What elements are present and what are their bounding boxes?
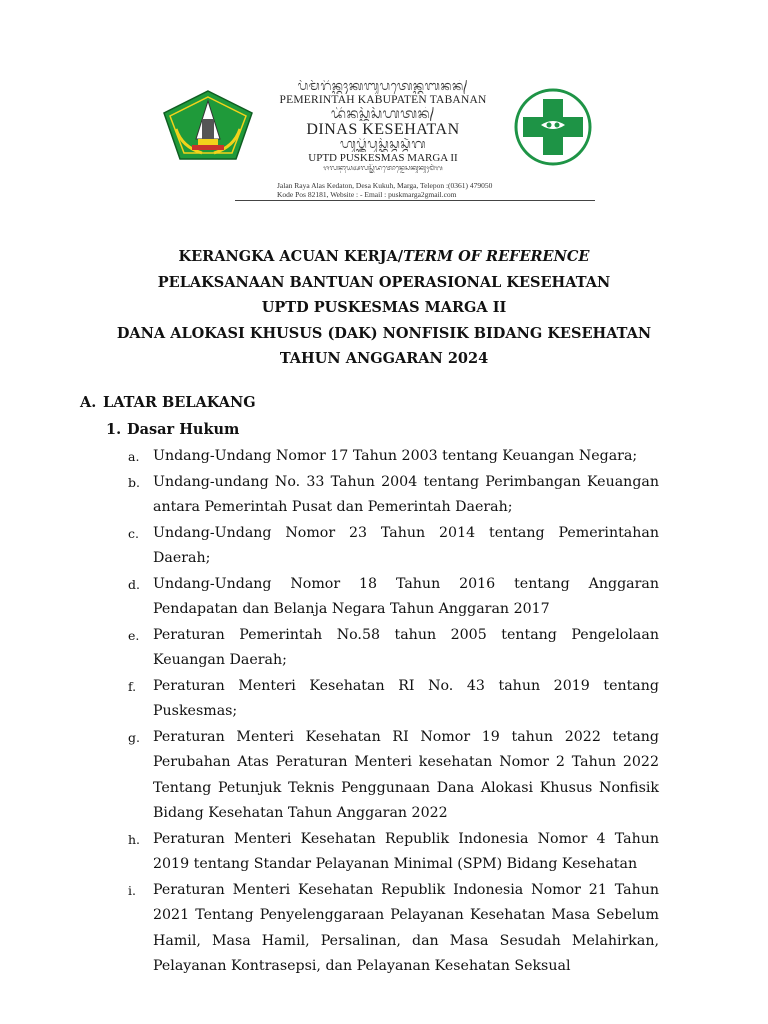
list-item (128, 674, 659, 725)
letterhead-divider (235, 200, 595, 201)
balinese-script-line-2: ᬤᬶᬦᬲ᭄ᬓᭂᬲᭂᬳᬢᬦ᭄ (331, 107, 435, 121)
health-cross-logo-icon (511, 87, 595, 167)
list-item (128, 878, 659, 980)
title-english: TERM OF REFERENCE (403, 248, 590, 265)
list-text: Peraturan Menteri Kesehatan RI No. 43 tahun 2019 tentang Puskesmas; (153, 677, 659, 719)
list-item (128, 623, 659, 674)
subsection-label: Dasar Hukum (127, 421, 240, 438)
list-text: Undang-Undang Nomor 18 Tahun 2016 tentang Anggaran Pendapatan dan Belanja Negara Tahun Anggaran 2017 (153, 575, 659, 617)
letterhead-text (259, 75, 507, 173)
list-item (128, 470, 659, 521)
list-marker: c. (128, 525, 139, 541)
address-line: Jalan Raya Alas Kedaton, Desa Kukuh, Marga, Telepon :(0361) 479050 (277, 181, 493, 190)
title-line-2: PELAKSANAAN BANTUAN OPERASIONAL KESEHATAN (157, 273, 611, 291)
list-item (128, 444, 659, 470)
title-line-1 (0, 246, 768, 272)
title-line-3: UPTD PUSKESMAS MARGA II (261, 299, 507, 316)
list-item (128, 725, 659, 827)
list-text: Peraturan Pemerintah No.58 tahun 2005 tentang Pengelolaan Keuangan Daerah; (153, 626, 659, 668)
list-text: Undang-Undang Nomor 17 Tahun 2003 tentang Keuangan Negara; (153, 448, 638, 464)
title-line-5: TAHUN ANGGARAN 2024 (279, 350, 489, 367)
list-marker: a. (128, 449, 140, 464)
list-marker: e. (128, 627, 140, 643)
section-marker: A. (80, 394, 97, 411)
section-label: LATAR BELAKANG (103, 394, 256, 411)
balinese-script-line-3: ᬳᬸᬧ᭄ᬢ᭄ᬤᬶᬧᬸᬲ᭄ᬓᭂᬲ᭄ᬫᬲ᭄ᬫᬃᬕ (339, 138, 427, 152)
agency-name: DINAS KESEHATAN (306, 121, 460, 138)
list-item (128, 572, 659, 623)
subsection-heading-1 (106, 419, 239, 441)
contact-line: Kode Pos 82181, Website : - Email : puskmarga2gmail.com (277, 190, 457, 199)
list-marker: b. (128, 474, 140, 490)
unit-name: UPTD PUSKESMAS MARGA II (308, 152, 458, 164)
list-marker: h. (128, 831, 141, 847)
section-heading-a (80, 392, 256, 414)
list-marker: f. (128, 678, 137, 694)
list-text: Peraturan Menteri Kesehatan RI Nomor 19 tahun 2022 tetang Perubahan Atas Peraturan Menteri kesehatan Nomor 2 Tahun 2022 Tentang Petunjuk Teknis Penggunaan Dana Alokasi Khusus Nonfisik Bidang Kesehatan Tahun Anggaran 2022 (153, 728, 659, 821)
balinese-script-line-1: ᬧᭂᬫᭂᬭᬶᬦ᭄ᬢᬄᬓᬩᬸᬧᬢᬾᬦ᭄ᬢᬩᬦᬦ᭄ (297, 80, 469, 94)
list-text: Peraturan Menteri Kesehatan Republik Indonesia Nomor 21 Tahun 2021 Tentang Penyelenggaraan Pelayanan Kesehatan Masa Sebelum Hamil, Masa Hamil, Persalinan, dan Masa Sesudah Melahirkan, Pelayanan Kontrasepsi, dan Pelayanan Kesehatan Seksual (153, 881, 659, 974)
list-marker: i. (128, 882, 136, 898)
subsection-marker: 1. (106, 421, 122, 438)
government-name: PEMERINTAH KABUPATEN TABANAN (279, 94, 487, 106)
list-text: Undang-undang No. 33 Tahun 2004 tentang Perimbangan Keuangan antara Pemerintah Pusat dan Pemerintah Daerah; (153, 473, 659, 515)
list-marker: d. (128, 576, 140, 592)
legal-basis-list (128, 444, 659, 980)
title-main: KERANGKA ACUAN KERJA/ (178, 248, 404, 265)
list-text: Peraturan Menteri Kesehatan Republik Indonesia Nomor 4 Tahun 2019 tentang Standar Pelayanan Minimal (SPM) Bidang Kesehatan (153, 830, 659, 872)
list-item (128, 827, 659, 878)
letterhead (157, 75, 609, 213)
list-item (128, 521, 659, 572)
tabanan-regency-emblem-icon (162, 89, 254, 161)
letterhead-address (277, 181, 527, 199)
document-titles (0, 246, 768, 374)
list-text: Undang-Undang Nomor 23 Tahun 2014 tentang Pemerintahan Daerah; (153, 524, 659, 566)
title-line-4: DANA ALOKASI KHUSUS (DAK) NONFISIK BIDANG KESEHATAN (116, 324, 652, 342)
balinese-script-line-4: ᬚᬮᬦ᭄ᬭᬵᬬᬅᬮᬲ᭄ᬓᭂᬤᬢᭀᬦ᭄ᬤᬾᬲᬓᬸᬓᬸᬄᬫᬃᬕ (323, 164, 443, 172)
list-marker: g. (128, 729, 140, 745)
